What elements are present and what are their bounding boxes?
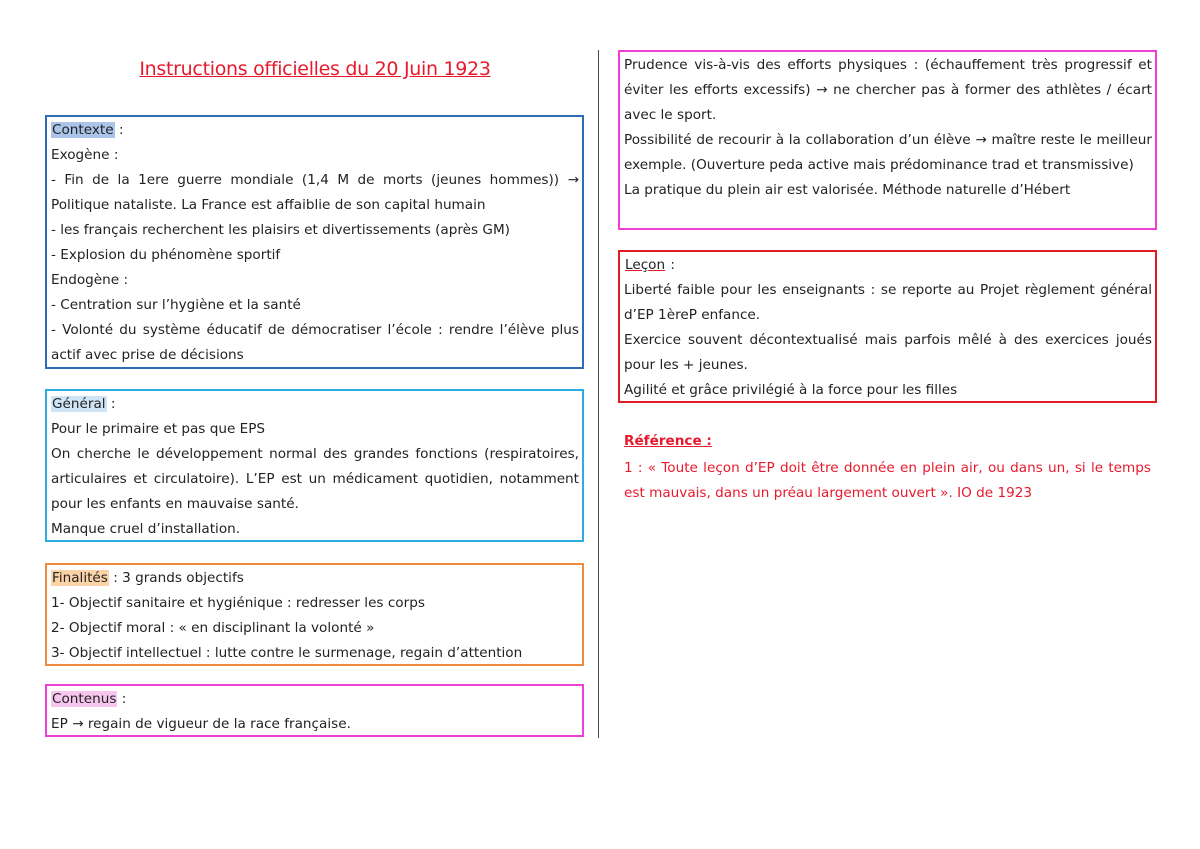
lecon-line: Agilité et grâce privilégié à la force pour les filles [624,382,958,398]
finalites-line: 3- Objectif intellectuel : lutte contre le surmenage, regain d’attention [51,645,523,661]
lecon-line: Liberté faible pour les enseignants : se reporte au Projet règlement général d’EP 1èreP enfance. [624,282,1152,323]
reference-heading: Référence : [624,433,712,449]
heading-colon: : [114,122,124,138]
lecon-line: Exercice souvent décontextualisé mais parfois mêlé à des exercices joués pour les + jeunes. [624,332,1152,373]
lecon-heading: Leçon [625,257,666,273]
contexte-line: - Centration sur l’hygiène et la santé [51,297,301,313]
lecon-box [618,250,1157,403]
general-line: On cherche le développement normal des grandes fonctions (respiratoires, articulaires et circulatoire). L’EP est un médicament quotidien, notamment pour les enfants en mauvaise santé. [51,446,579,512]
finalites-heading-suffix: : 3 grands objectifs [108,570,244,586]
general-heading: Général [52,396,106,412]
contexte-heading: Contexte [52,122,114,138]
prudence-line: La pratique du plein air est valorisée. Méthode naturelle d’Hébert [624,182,1071,198]
finalites-box [45,563,584,666]
heading-colon: : [117,691,127,707]
contenus-heading: Contenus [52,691,117,707]
contexte-line: - les français recherchent les plaisirs et divertissements (après GM) [51,222,510,238]
contexte-line: Exogène : [51,147,119,163]
reference-text: 1 : « Toute leçon d’EP doit être donnée en plein air, ou dans un, si le temps est mauvais, dans un préau largement ouvert ». IO de 1923 [624,460,1151,501]
contexte-box [45,115,584,369]
finalites-line: 1- Objectif sanitaire et hygiénique : redresser les corps [51,595,425,611]
contenus-line: EP → regain de vigueur de la race française. [51,716,351,732]
prudence-line: Prudence vis-à-vis des efforts physiques : (échauffement très progressif et éviter les efforts excessifs) → ne chercher pas à former des athlètes / écart avec le sport. [624,57,1152,123]
heading-colon: : [106,396,116,412]
page-title: Instructions officielles du 20 Juin 1923 [139,58,491,80]
contexte-line: - Fin de la 1ere guerre mondiale (1,4 M de morts (jeunes hommes)) → Politique nataliste. La France est affaiblie de son capital humain [51,172,579,213]
finalites-line: 2- Objectif moral : « en disciplinant la volonté » [51,620,375,636]
general-box [45,389,584,542]
finalites-heading: Finalités [52,570,108,586]
prudence-line: Possibilité de recourir à la collaboration d’un élève → maître reste le meilleur exemple. (Ouverture peda active mais prédominance trad et transmissive) [624,132,1152,173]
column-divider [598,50,599,738]
general-line: Manque cruel d’installation. [51,521,241,537]
contexte-line: - Explosion du phénomène sportif [51,247,281,263]
heading-colon: : [666,257,676,273]
contenus-box [45,684,584,737]
contexte-line: Endogène : [51,272,129,288]
general-line: Pour le primaire et pas que EPS [51,421,266,437]
prudence-box [618,50,1157,230]
contexte-line: - Volonté du système éducatif de démocratiser l’école : rendre l’élève plus actif avec prise de décisions [51,322,579,363]
